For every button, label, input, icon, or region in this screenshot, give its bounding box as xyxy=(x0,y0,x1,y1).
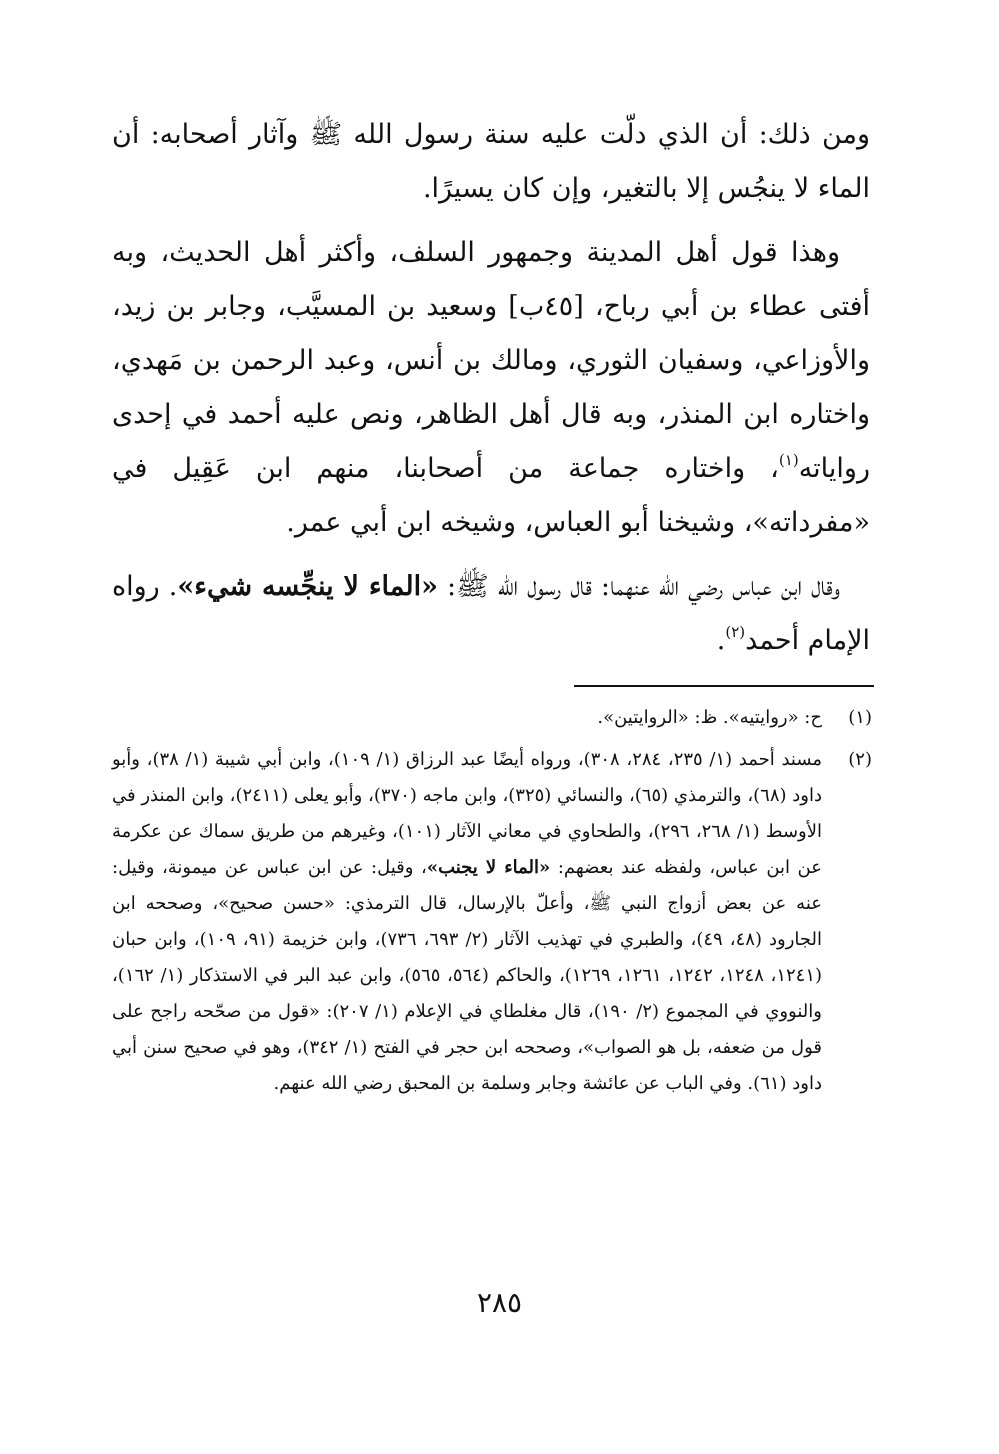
footnote-2 xyxy=(112,742,872,1102)
footnote-2-text-a: مسند أحمد (١/ ٢٣٥، ٢٨٤، ٣٠٨)، ورواه أيضًا عبد الرزاق (١/ ١٠٩)، وابن أبي شيبة (١/ ٣٨)، وأبو داود (٦٨)، والترمذي (٦٥)، والنسائي (٣٢٥)، وابن ماجه (٣٧٠)، وأبو يعلى (٢٤١١)، وابن المنذر في الأوسط (١/ ٢٦٨، ٢٩٦)، والطحاوي في معاني الآثار (١٠١)، وغيرهم من طريق سماك عن عكرمة عن ابن عباس، ولفظه عند بعضهم: xyxy=(112,749,823,878)
paragraph-1 xyxy=(112,108,870,216)
footnote-2-quote: «الماء لا يجنب» xyxy=(426,857,551,878)
paragraph-3-end: . xyxy=(716,625,726,656)
footnotes xyxy=(112,700,872,1108)
footnote-1-number: (١) xyxy=(848,707,872,728)
page-number: ٢٨٥ xyxy=(476,1286,523,1319)
hadith-quote: «الماء لا ينجِّسه شيء» xyxy=(177,571,438,602)
main-text xyxy=(112,108,870,678)
footnote-ref-2: (٢) xyxy=(725,623,746,641)
paragraph-2-text: وهذا قول أهل المدينة وجمهور السلف، وأكثر أهل الحديث، وبه أفتى عطاء بن أبي رباح، [٤٥ب] وسعيد بن المسيَّب، وجابر بن زيد، والأوزاعي، وسفيان الثوري، ومالك بن أنس، وعبد الرحمن بن مَهدي، واختاره ابن المنذر، وبه قال أهل الظاهر، ونص عليه أحمد في إحدى رواياته xyxy=(112,237,870,484)
paragraph-2 xyxy=(112,226,870,550)
footnote-2-text-b: ، وقيل: عن ابن عباس عن ميمونة، وقيل: عنه عن بعض أزواج النبي ﷺ، وأعلّ بالإرسال، قال الترمذي: «حسن صحيح»، وصححه ابن الجارود (٤٨، ٤٩)، والطبري في تهذيب الآثار (٢/ ٦٩٣، ٧٣٦)، وابن خزيمة (٩١، ١٠٩)، وابن حبان (١٢٤١، ١٢٤٨، ١٢٤٢، ١٢٦١، ١٢٦٩)، والحاكم (٥٦٤، ٥٦٥)، وابن عبد البر في الاستذكار (١/ ١٦٢)، والنووي في المجموع (٢/ ١٩٠)، قال مغلطاي في الإعلام (١/ ٢٠٧): «قول من صحّحه راجح على قول من ضعفه، بل هو الصواب»، وصححه ابن حجر في الفتح (١/ ٣٤٢)، وهو في صحيح سنن أبي داود (٦١). وفي الباب عن عائشة وجابر وسلمة بن المحبق رضي الله عنهم. xyxy=(112,857,823,1094)
footnote-1-text: ح: «روايتيه». ظ: «الروايتين». xyxy=(597,707,822,728)
paragraph-3-intro: وقال ابن عباس رضي الله عنهما: قال رسول الله ﷺ: xyxy=(437,571,840,602)
paragraph-3 xyxy=(112,560,870,668)
footnote-ref-1: (١) xyxy=(778,451,799,469)
footnote-1 xyxy=(112,700,872,736)
paragraph-3-tail: . رواه الإمام أحمد xyxy=(112,571,870,656)
paragraph-2-tail: ، واختاره جماعة من أصحابنا، منهم ابن عَقِيل في «مفرداته»، وشيخنا أبو العباس، وشيخه ابن أبي عمر. xyxy=(112,453,870,538)
footnote-separator xyxy=(574,685,874,687)
footnote-2-number: (٢) xyxy=(848,749,872,770)
paragraph-1-text: ومن ذلك: أن الذي دلّت عليه سنة رسول الله ﷺ وآثار أصحابه: أن الماء لا ينجُس إلا بالتغير، وإن كان يسيرًا. xyxy=(112,119,870,204)
